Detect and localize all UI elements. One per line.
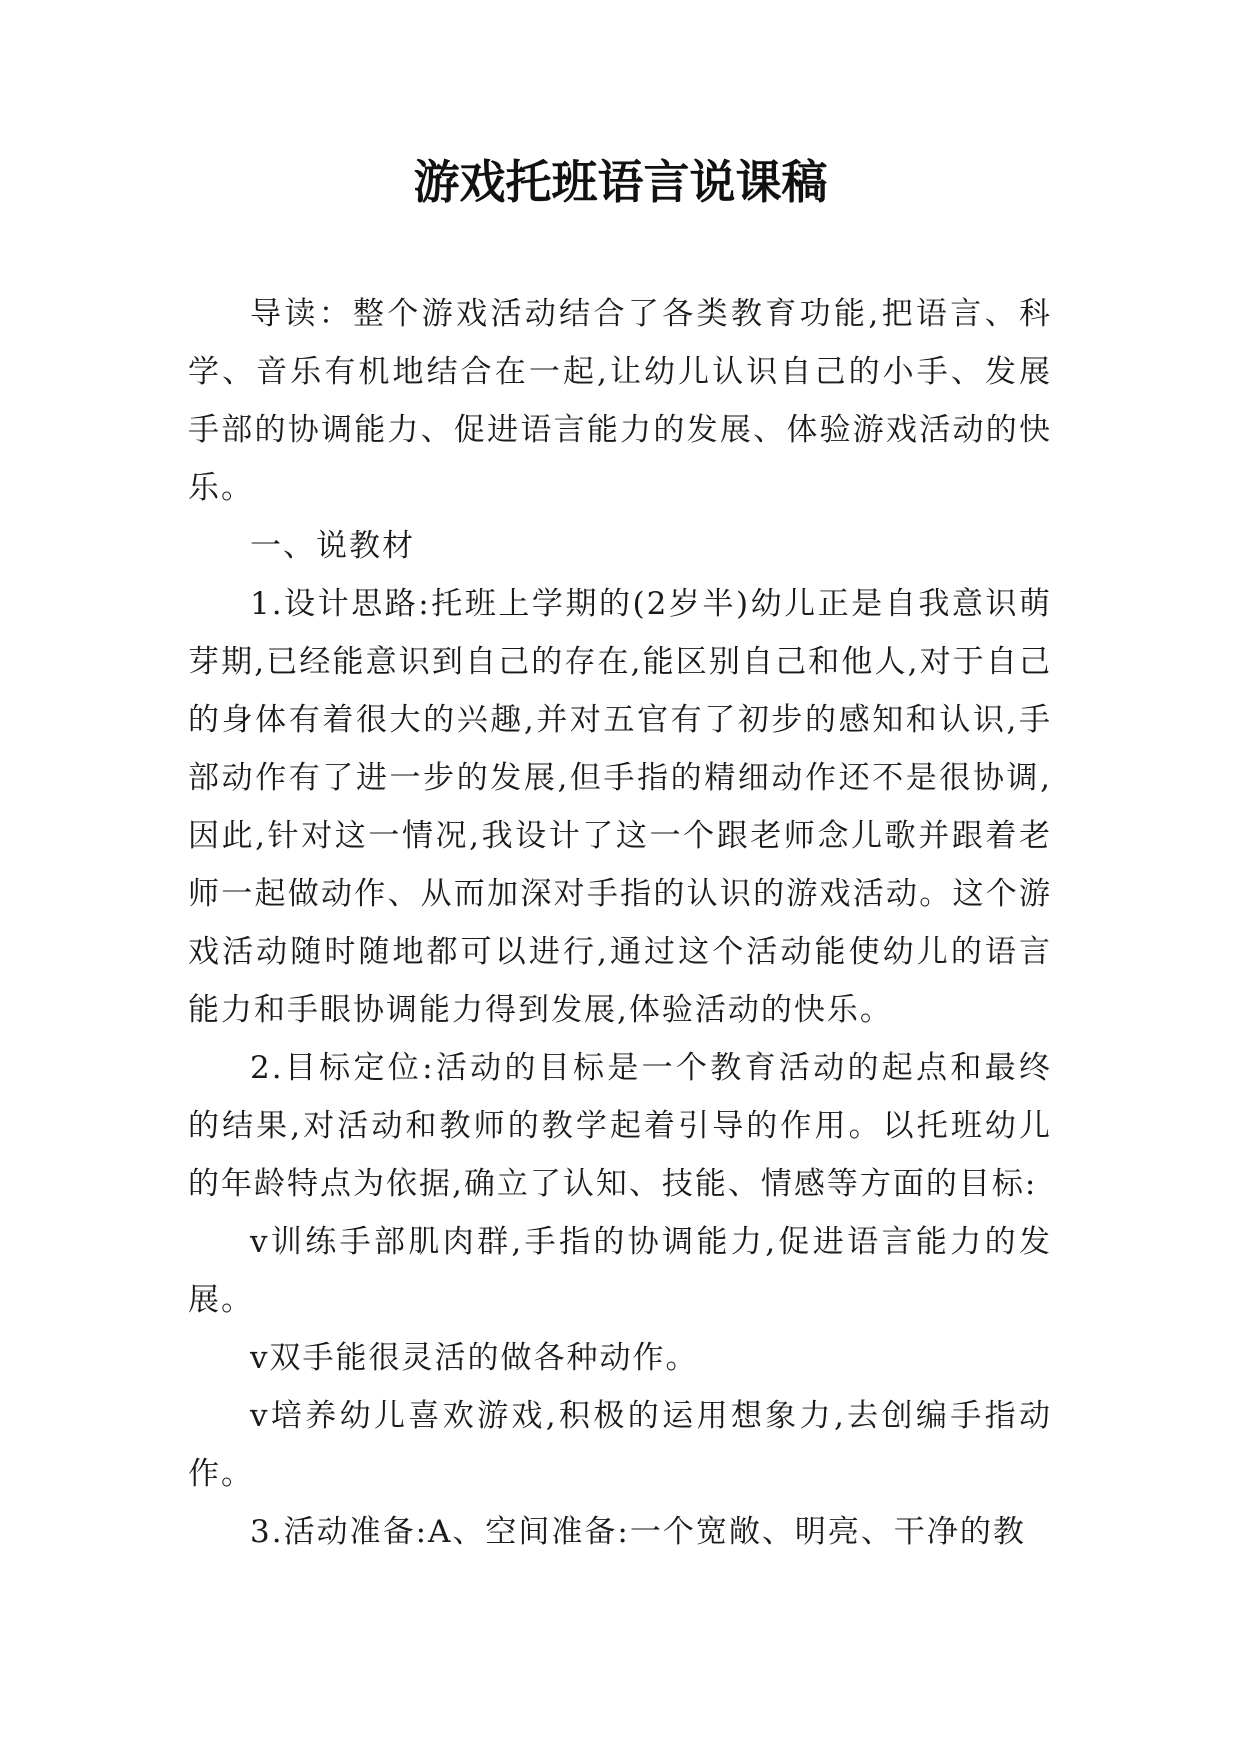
section-heading-teaching-material: 一、说教材 xyxy=(250,528,415,564)
paragraph-design-idea: 1.设计思路:托班上学期的(2岁半)幼儿正是自我意识萌芽期,已经能意识到自己的存在,能区别自己和他人,对于自己的身体有着很大的兴趣,并对五官有了初步的感知和认识,手部动作有了进一步的发展,但手指的精细动作还不是很协调,因此,针对这一情况,我设计了这一个跟老师念儿歌并跟着老师一起做动作、从而加深对手指的认识的游戏活动。这个游戏活动随时随地都可以进行,通过这个活动能使幼儿的语言能力和手眼协调能力得到发展,体验活动的快乐。 xyxy=(188,586,1052,1028)
paragraph-activity-preparation: 3.活动准备:A、空间准备:一个宽敞、明亮、干净的教 xyxy=(250,1514,1026,1550)
paragraph-intro: 导读：整个游戏活动结合了各类教育功能,把语言、科学、音乐有机地结合在一起,让幼儿认识自己的小手、发展手部的协调能力、促进语言能力的发展、体验游戏活动的快乐。 xyxy=(188,296,1052,506)
goal-item-2: v双手能很灵活的做各种动作。 xyxy=(250,1340,699,1376)
document-title: 游戏托班语言说课稿 xyxy=(413,155,828,209)
document-body xyxy=(188,285,1052,1561)
goal-item-1: v训练手部肌肉群,手指的协调能力,促进语言能力的发展。 xyxy=(188,1224,1052,1318)
goal-item-3: v培养幼儿喜欢游戏,积极的运用想象力,去创编手指动作。 xyxy=(188,1398,1052,1492)
paragraph-goal-positioning: 2.目标定位:活动的目标是一个教育活动的起点和最终的结果,对活动和教师的教学起着引导的作用。以托班幼儿的年龄特点为依据,确立了认知、技能、情感等方面的目标: xyxy=(188,1050,1052,1202)
